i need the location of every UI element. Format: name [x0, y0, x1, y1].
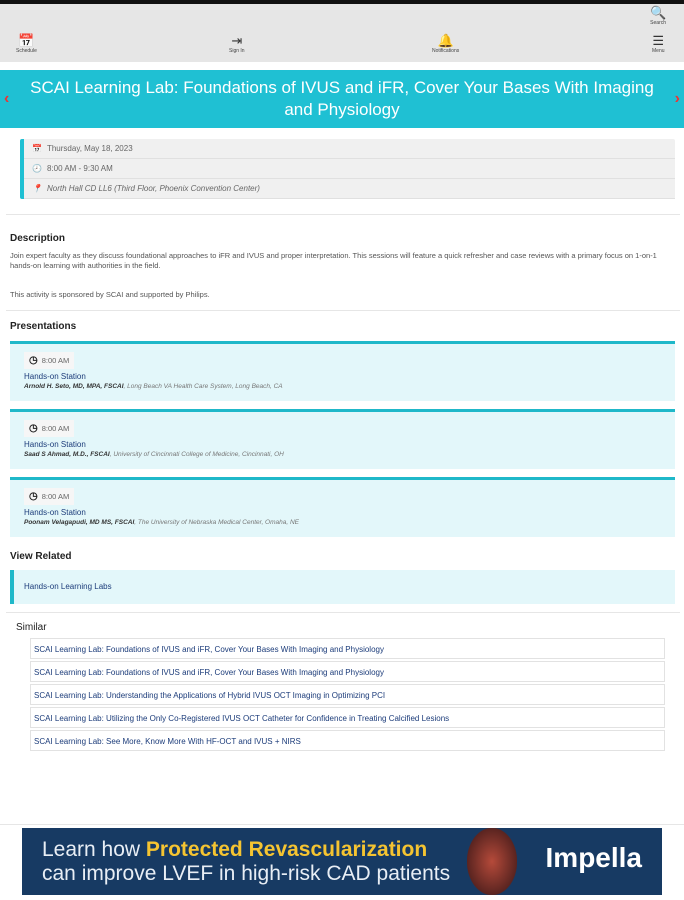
ad-banner[interactable]: Learn how Protected Revascularization can improve LVEF in high-risk CAD patients Impella	[22, 828, 662, 895]
presentation-title[interactable]: Hands-on Station	[24, 372, 86, 381]
location-pin-icon: 📍	[32, 184, 42, 193]
presentation-title[interactable]: Hands-on Station	[24, 508, 86, 517]
similar-item[interactable]: SCAI Learning Lab: Understanding the Applications of Hybrid IVUS OCT Imaging in Optimizing PCI	[30, 684, 665, 705]
presenter-name: Arnold H. Seto, MD, MPA, FSCAI	[24, 383, 124, 390]
divider	[6, 612, 680, 613]
heart-image	[467, 828, 517, 895]
clock-icon: ◷	[29, 491, 38, 502]
session-header	[0, 70, 684, 128]
description-heading: Description	[10, 233, 66, 244]
presentation-card[interactable]: ◷ 8:00 AM Hands-on Station Arnold H. Seto, MD, MPA, FSCAI, Long Beach VA Health Care System, Long Beach, CA	[10, 341, 675, 401]
session-info: 📅 Thursday, May 18, 2023 🕗 8:00 AM - 9:30 AM 📍 North Hall CD LL6 (Third Floor, Phoenix Convention Center)	[20, 139, 675, 199]
related-item[interactable]: Hands-on Learning Labs	[10, 570, 675, 604]
similar-heading: Similar	[16, 622, 47, 633]
notifications-button[interactable]: 🔔 Notifications	[432, 33, 460, 54]
next-arrow-icon[interactable]: ›	[674, 90, 680, 107]
bell-icon: 🔔	[437, 33, 454, 48]
divider	[0, 824, 684, 825]
presentation-title[interactable]: Hands-on Station	[24, 440, 86, 449]
session-title: SCAI Learning Lab: Foundations of IVUS and iFR, Cover Your Bases With Imaging and Physiology	[30, 78, 654, 119]
previous-arrow-icon[interactable]: ‹	[4, 90, 10, 107]
schedule-button[interactable]: 📅 Schedule	[16, 33, 37, 54]
calendar-icon: 📅	[18, 33, 35, 48]
calendar-icon: 📅	[32, 144, 42, 153]
sign-in-icon: ⇥	[231, 33, 243, 48]
presenter-name: Saad S Ahmad, M.D., FSCAI	[24, 451, 110, 458]
presentation-card[interactable]: ◷ 8:00 AM Hands-on Station Saad S Ahmad, M.D., FSCAI, University of Cincinnati College of Medicine, Cincinnati, OH	[10, 409, 675, 469]
menu-icon: ☰	[652, 33, 665, 48]
similar-item[interactable]: SCAI Learning Lab: See More, Know More With HF-OCT and IVUS + NIRS	[30, 730, 665, 751]
view-related-heading: View Related	[10, 551, 72, 562]
clock-icon: ◷	[29, 355, 38, 366]
impella-logo: Impella	[545, 842, 642, 873]
search-button[interactable]: 🔍 Search	[650, 5, 667, 26]
presenter-name: Poonam Velagapudi, MD MS, FSCAI	[24, 519, 135, 526]
similar-item[interactable]: SCAI Learning Lab: Foundations of IVUS and iFR, Cover Your Bases With Imaging and Physiology	[30, 638, 665, 659]
sponsor-text: This activity is sponsored by SCAI and supported by Philips.	[10, 290, 210, 299]
search-icon: 🔍	[650, 5, 667, 20]
clock-icon: 🕗	[32, 164, 42, 173]
similar-item[interactable]: SCAI Learning Lab: Utilizing the Only Co-Registered IVUS OCT Catheter for Confidence in Treating Calcified Lesions	[30, 707, 665, 728]
presentation-card[interactable]: ◷ 8:00 AM Hands-on Station Poonam Velagapudi, MD MS, FSCAI, The University of Nebraska Medical Center, Omaha, NE	[10, 477, 675, 537]
similar-item[interactable]: SCAI Learning Lab: Foundations of IVUS and iFR, Cover Your Bases With Imaging and Physiology	[30, 661, 665, 682]
presentations-heading: Presentations	[10, 321, 77, 332]
divider	[6, 214, 680, 215]
toolbar	[0, 4, 684, 62]
clock-icon: ◷	[29, 423, 38, 434]
sign-in-button[interactable]: ⇥ Sign In	[229, 33, 245, 54]
description-text: Join expert faculty as they discuss foundational approaches to iFR and IVUS and proper interpretation. This sessions will feature a quick refresher and case reviews with a primary focus on 1-on-1 hands-on learning with authorities in the field.	[10, 251, 657, 270]
divider	[6, 310, 680, 311]
menu-button[interactable]: ☰ Menu	[652, 33, 665, 54]
